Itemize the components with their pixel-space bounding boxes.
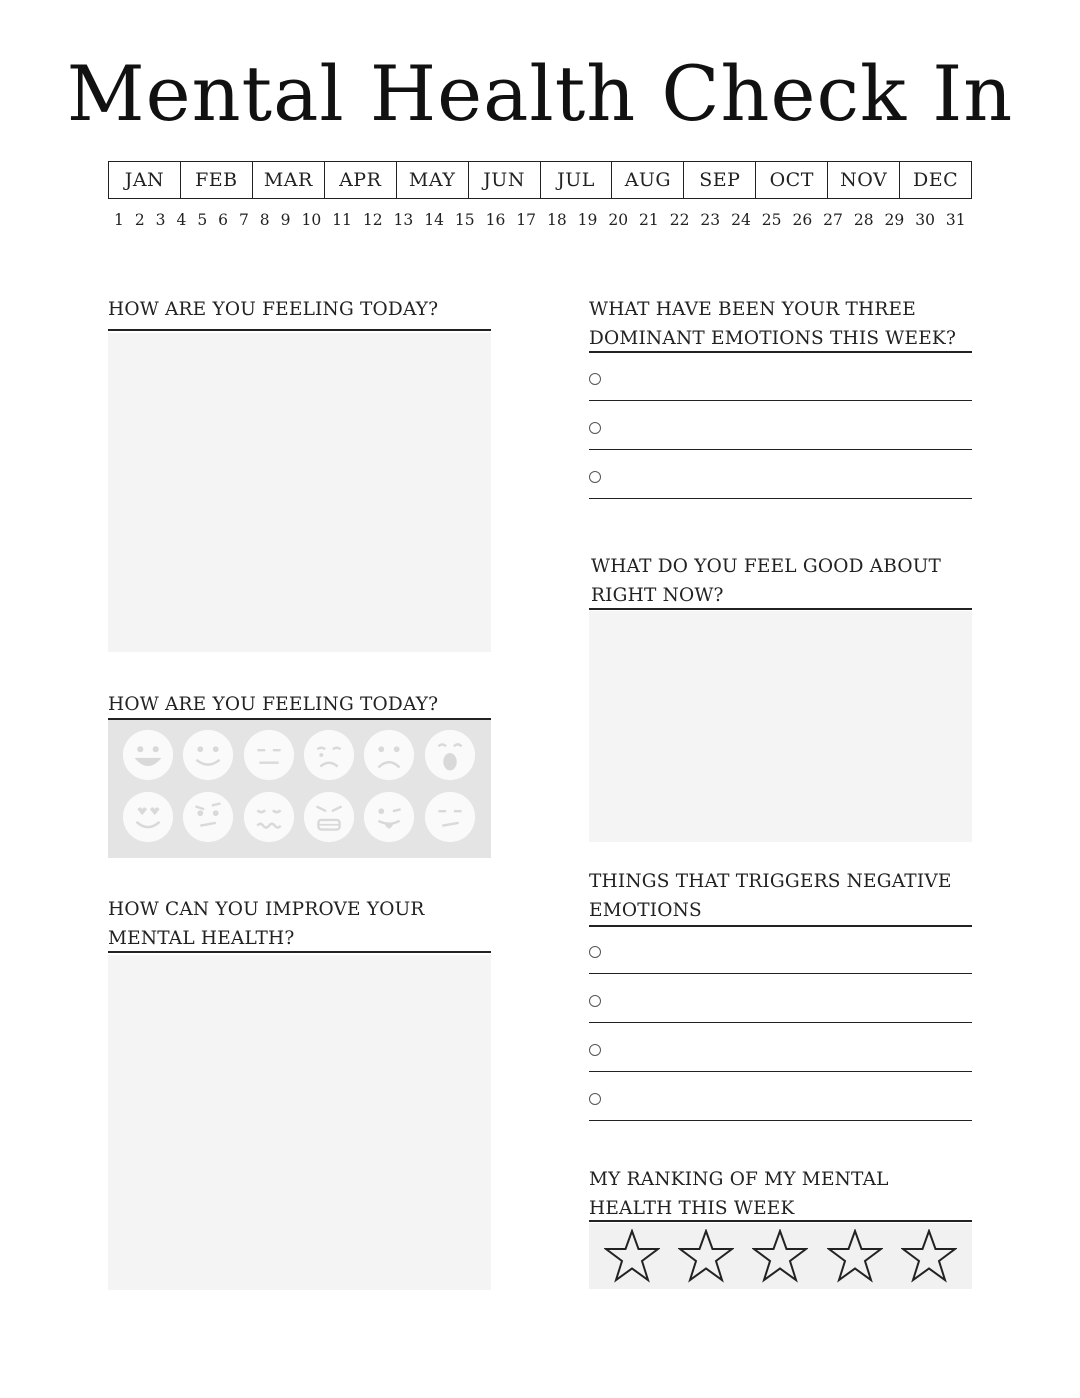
entry-line: [589, 1120, 972, 1122]
day-6[interactable]: 6: [218, 211, 229, 229]
emotions-heading-line-2: DOMINANT EMOTIONS THIS WEEK?: [589, 328, 957, 349]
triggers-heading-line-1: THINGS THAT TRIGGERS NEGATIVE: [589, 871, 952, 892]
day-24[interactable]: 24: [731, 211, 751, 229]
day-13[interactable]: 13: [393, 211, 414, 229]
day-31[interactable]: 31: [945, 211, 966, 229]
feeling-writing-area[interactable]: [108, 333, 491, 652]
entry-line: [589, 400, 972, 402]
month-jan[interactable]: JAN: [124, 169, 165, 191]
month-selector: [108, 161, 972, 199]
woozy-face-icon[interactable]: [242, 790, 296, 844]
day-20[interactable]: 20: [608, 211, 629, 229]
ranking-stars: [589, 1223, 972, 1289]
emotion-entry-1[interactable]: [589, 353, 972, 401]
day-12[interactable]: 12: [362, 211, 383, 229]
month-jun[interactable]: JUN: [468, 162, 540, 198]
checkbox-circle-icon[interactable]: [589, 1044, 601, 1056]
checkbox-circle-icon[interactable]: [589, 471, 601, 483]
day-26[interactable]: 26: [792, 211, 813, 229]
feeling-heading: HOW ARE YOU FEELING TODAY?: [108, 299, 439, 320]
month-may[interactable]: MAY: [396, 162, 468, 198]
day-15[interactable]: 15: [454, 211, 475, 229]
star-icon[interactable]: [678, 1229, 734, 1283]
good-heading-line-1: WHAT DO YOU FEEL GOOD ABOUT: [591, 556, 942, 577]
day-19[interactable]: 19: [577, 211, 598, 229]
smiling-face-icon[interactable]: [181, 728, 235, 782]
feeling-divider: [108, 329, 491, 331]
ranking-heading-line-1: MY RANKING OF MY MENTAL: [589, 1169, 889, 1190]
day-10[interactable]: 10: [301, 211, 322, 229]
day-7[interactable]: 7: [238, 211, 249, 229]
trigger-entry-4[interactable]: [589, 1073, 972, 1121]
day-2[interactable]: 2: [134, 211, 145, 229]
star-icon[interactable]: [901, 1229, 957, 1283]
month-jul[interactable]: JUL: [540, 162, 612, 198]
unamused-face-icon[interactable]: [423, 790, 477, 844]
day-22[interactable]: 22: [669, 211, 690, 229]
day-1[interactable]: 1: [114, 211, 124, 229]
day-21[interactable]: 21: [639, 211, 659, 229]
neutral-face-icon[interactable]: [242, 728, 296, 782]
emotion-entry-3[interactable]: [589, 451, 972, 499]
day-28[interactable]: 28: [853, 211, 874, 229]
star-icon[interactable]: [752, 1229, 808, 1283]
frowning-face-icon[interactable]: [362, 728, 416, 782]
good-divider: [589, 608, 972, 610]
page-title: Mental Health Check In: [66, 49, 1014, 138]
month-oct[interactable]: OCT: [755, 162, 827, 198]
emotion-entry-2[interactable]: [589, 402, 972, 450]
triggers-heading-line-2: EMOTIONS: [589, 900, 702, 921]
trigger-entry-1[interactable]: [589, 926, 972, 974]
star-icon[interactable]: [604, 1229, 660, 1283]
day-14[interactable]: 14: [424, 211, 444, 229]
month-dec[interactable]: DEC: [899, 162, 971, 198]
heart-eyes-face-icon[interactable]: [121, 790, 175, 844]
day-4[interactable]: 4: [176, 211, 187, 229]
month-feb[interactable]: FEB: [180, 162, 252, 198]
day-9[interactable]: 9: [280, 211, 291, 229]
day-5[interactable]: 5: [197, 211, 208, 229]
day-8[interactable]: 8: [259, 211, 270, 229]
entry-line: [589, 449, 972, 451]
mood-emoji-grid: [118, 724, 480, 848]
crying-face-icon[interactable]: [302, 728, 356, 782]
checkbox-circle-icon[interactable]: [589, 995, 601, 1007]
checkbox-circle-icon[interactable]: [589, 373, 601, 385]
checkbox-circle-icon[interactable]: [589, 422, 601, 434]
ranking-heading-line-2: HEALTH THIS WEEK: [589, 1198, 795, 1219]
month-apr[interactable]: APR: [324, 162, 396, 198]
month-aug[interactable]: AUG: [611, 162, 683, 198]
raised-eyebrow-face-icon[interactable]: [181, 790, 235, 844]
day-18[interactable]: 18: [546, 211, 567, 229]
entry-line: [589, 973, 972, 975]
day-3[interactable]: 3: [155, 211, 166, 229]
trigger-entry-2[interactable]: [589, 975, 972, 1023]
checkbox-circle-icon[interactable]: [589, 946, 601, 958]
day-27[interactable]: 27: [823, 211, 843, 229]
good-writing-area[interactable]: [589, 611, 972, 842]
day-30[interactable]: 30: [915, 211, 935, 229]
improve-writing-area[interactable]: [108, 955, 491, 1290]
improve-divider: [108, 951, 491, 953]
month-mar[interactable]: MAR: [252, 162, 324, 198]
tongue-out-face-icon[interactable]: [362, 790, 416, 844]
month-nov[interactable]: NOV: [827, 162, 899, 198]
entry-line: [589, 1022, 972, 1024]
day-23[interactable]: 23: [700, 211, 721, 229]
entry-line: [589, 1071, 972, 1073]
grinning-face-icon[interactable]: [121, 728, 175, 782]
ranking-divider: [589, 1220, 972, 1222]
improve-heading-line-1: HOW CAN YOU IMPROVE YOUR: [108, 899, 425, 920]
trigger-entry-3[interactable]: [589, 1024, 972, 1072]
good-heading-line-2: RIGHT NOW?: [591, 585, 724, 606]
emotions-heading-line-1: WHAT HAVE BEEN YOUR THREE: [589, 299, 916, 320]
day-selector: [114, 208, 966, 232]
day-11[interactable]: 11: [332, 211, 352, 229]
day-25[interactable]: 25: [761, 211, 782, 229]
entry-line: [589, 498, 972, 500]
angry-face-icon[interactable]: [302, 790, 356, 844]
improve-heading-line-2: MENTAL HEALTH?: [108, 928, 295, 949]
star-icon[interactable]: [827, 1229, 883, 1283]
checkbox-circle-icon[interactable]: [589, 1093, 601, 1105]
mood-heading: HOW ARE YOU FEELING TODAY?: [108, 694, 439, 715]
day-16[interactable]: 16: [485, 211, 506, 229]
surprised-face-icon[interactable]: [423, 728, 477, 782]
day-29[interactable]: 29: [884, 211, 905, 229]
month-sep[interactable]: SEP: [683, 162, 755, 198]
day-17[interactable]: 17: [516, 211, 536, 229]
